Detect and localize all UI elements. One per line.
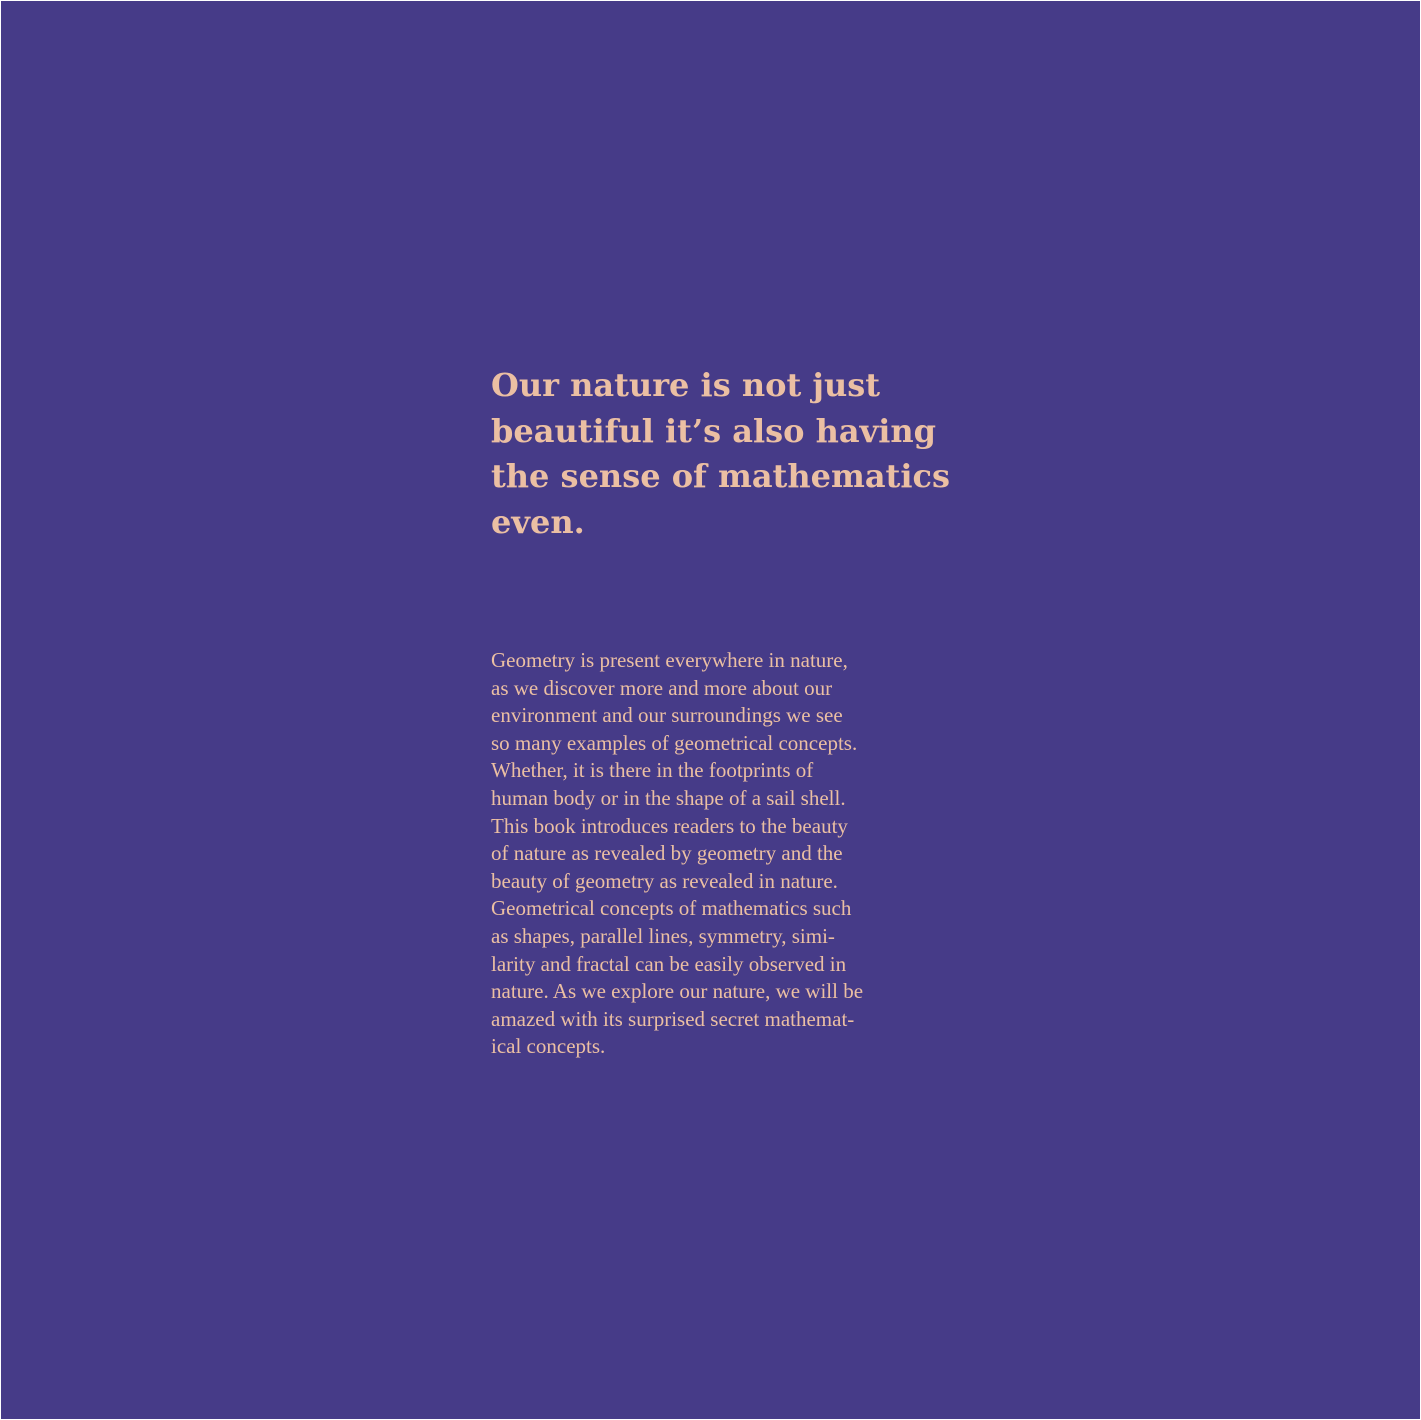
body-line: as we discover more and more about our [491, 675, 833, 700]
heading-line: beautiful it’s also having [491, 411, 937, 450]
heading-line: the sense of mathematics [491, 457, 950, 495]
body-line: human body or in the shape of a sail shell. [491, 785, 846, 810]
heading [491, 363, 950, 545]
heading-line: Our nature is not just [491, 366, 881, 404]
body-line: amazed with its surprised secret mathemat- [491, 1006, 855, 1031]
page [1, 1, 1420, 1419]
body-line: This book introduces readers to the beauty [491, 813, 848, 838]
body-line: Whether, it is there in the footprints of [491, 758, 814, 783]
body-paragraph [491, 647, 931, 1061]
body-line: Geometrical concepts of mathematics such [491, 896, 852, 921]
body-line: Geometry is present everywhere in nature, [491, 648, 848, 672]
body-line: so many examples of geometrical concepts. [491, 730, 858, 755]
body-line: nature. As we explore our nature, we will be [491, 979, 864, 1004]
body-line: of nature as revealed by geometry and the [491, 841, 843, 866]
body-line: as shapes, parallel lines, symmetry, simi- [491, 923, 835, 948]
body-line: environment and our surroundings we see [491, 703, 843, 728]
body-line: larity and fractal can be easily observed in [491, 951, 847, 976]
body-line: ical concepts. [491, 1034, 606, 1059]
body-line: beauty of geometry as revealed in nature. [491, 868, 838, 893]
heading-line: even. [491, 502, 585, 541]
